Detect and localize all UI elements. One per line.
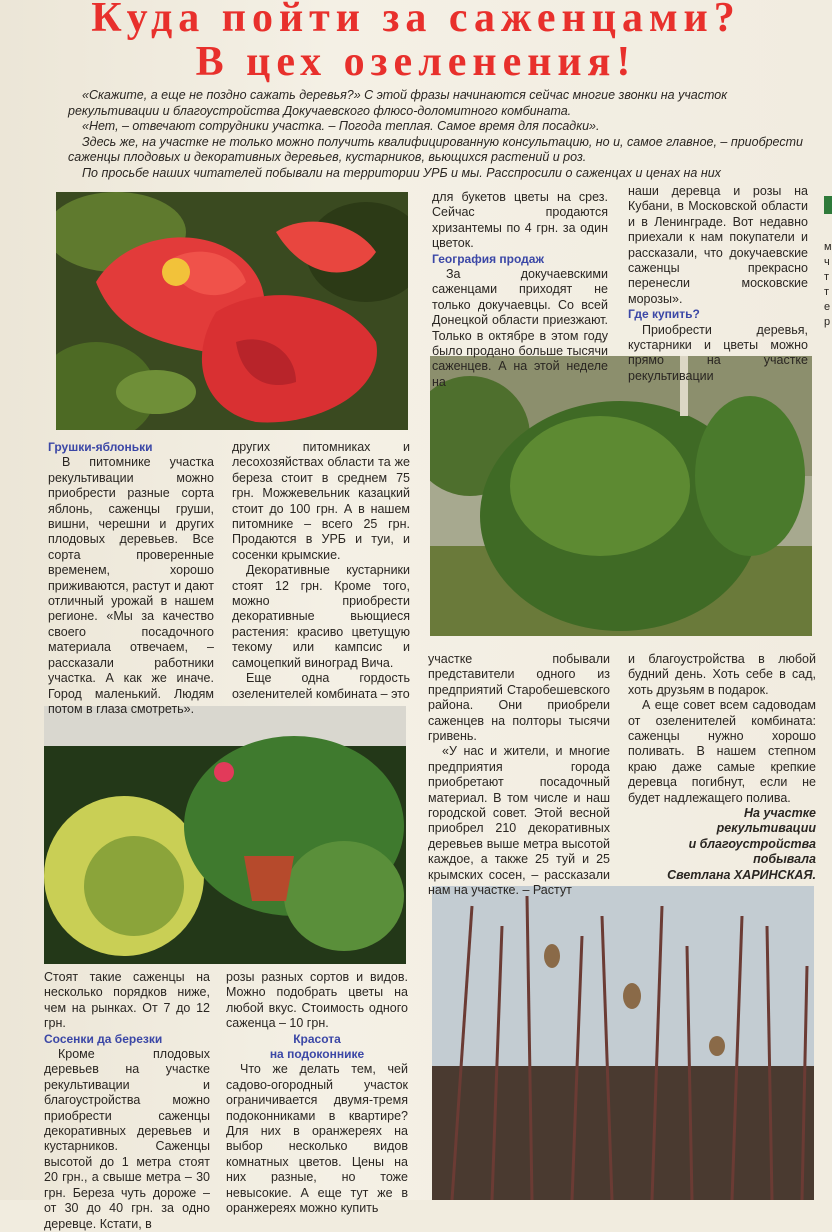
column-middle-b	[428, 652, 610, 899]
author-name: Светлана ХАРИНСКАЯ.	[667, 867, 816, 882]
byline: рекультивации	[716, 821, 816, 836]
column-text: «У нас и жители, и многие предприятия города приобретают посадочный материал. В том числе и наш городской совет. Этой весной приобрел 210 декоративных деревьев выше метра высотой каждое, а также 25 туй и 25 крымских сосен, – рассказали нам на участке. – Растут	[428, 744, 610, 898]
column-text: розы разных сортов и видов. Можно подобрать цветы на любой вкус. Стоимость одного саженца – 10 грн.	[226, 970, 408, 1031]
column-text: наши деревца и розы на Кубани, в Московской области и в Ленинграде. Вот недавно приехали к нам покупатели и рассказали, что докучаевские саженцы прекрасно перенесли московские морозы».	[628, 184, 808, 306]
column-left-b	[44, 970, 210, 1232]
subheading: на подоконнике	[269, 1047, 365, 1062]
column-middle-a	[232, 440, 410, 702]
column-left-a	[48, 440, 214, 717]
column-text: Что же делать тем, чей садово-огородный участок ограничивается двумя-тремя подоконниками в квартире? Для них в оранжереях на выбор несколько видов комнатных цветов. Цены на них разные, но тоже невысокие. А еще тут же в оранжереях можно купить	[226, 1062, 408, 1216]
byline: побывала	[753, 852, 816, 867]
subheading: Где купить?	[628, 307, 700, 322]
byline: На участке	[744, 806, 816, 821]
column-text: А еще совет всем садоводам от озеленителей комбината: саженцы нужно хорошо поливать. В нашем степном краю даже самые крепкие деревца погибнут, если не будет надлежащего полива.	[628, 698, 816, 805]
intro-paragraph: Здесь же, на участке не только можно получить квалифицированную консультацию, но и, самое главное, – приобрести саженцы плодовых и декоративных деревьев, кустарников, вьющихся растений и роз.	[68, 134, 803, 165]
potted-plant-photo	[44, 706, 406, 964]
intro-paragraph: По просьбе наших читателей побывали на территории УРБ и мы. Расспросили о саженцах и ценах на них	[82, 165, 721, 180]
column-text: Еще одна гордость озеленителей комбината – это	[232, 671, 410, 701]
column-text: Стоят такие саженцы на несколько порядков ниже, чем на рынках. От 7 до 12 грн.	[44, 970, 210, 1031]
adjacent-page-marker	[824, 196, 832, 214]
column-right-top	[628, 184, 808, 384]
column-middle-top	[432, 190, 608, 390]
column-text: Приобрести деревья, кустарники и цветы можно прямо на участке рекультивации	[628, 322, 808, 383]
column-text: для букетов цветы на срез. Сейчас продаются хризантемы по 4 грн. за один цветок.	[432, 190, 608, 251]
subheading: Грушки-яблоньки	[48, 440, 153, 454]
intro-block	[68, 88, 810, 182]
column-text: Кроме плодовых деревьев на участке рекультивации и благоустройства можно приобрести саженцы декоративных деревьев и кустарников. Саженцы высотой до 1 метра стоят 20 грн., а свыше метра – 30 грн. Береза чуть дороже – от 30 до 40 грн. за одно деревце. Кстати, в	[44, 1047, 210, 1231]
shrub-photo	[430, 356, 812, 636]
headline-line-1: Куда пойти за саженцами?	[91, 0, 741, 41]
subheading: География продаж	[432, 251, 544, 266]
column-text: участке побывали представители одного из предприятий Старобешевского района. Они приобрели саженцев на полторы тысячи гривень.	[428, 652, 610, 744]
column-middle-c	[226, 970, 408, 1217]
intro-paragraph: «Скажите, а еще не поздно сажать деревья?» С этой фразы начинаются сейчас многие звонки на участок рекультивации и благоустройства Докучаевского флюсо-доломитного комбината.	[68, 88, 728, 118]
column-right-b	[628, 652, 816, 883]
adjacent-page-text: м ч т т е р	[824, 241, 832, 328]
saplings-photo	[432, 886, 814, 1200]
column-text: и благоустройства в любой будний день. Хоть себе в сад, хоть друзьям в подарок.	[628, 652, 816, 697]
column-text: Декоративные кустарники стоят 12 грн. Кроме того, можно приобрести декоративные вьющиеся растения: красиво цветущую текому или кампсис и самоцепкий виноград Вича.	[232, 563, 410, 670]
subheading: Красота	[293, 1031, 341, 1046]
subheading: Сосенки да березки	[44, 1031, 163, 1046]
column-text: других питомниках и лесохозяйствах области та же береза стоит в среднем 75 грн. Можжевельник казацкий стоит до 100 грн. А в нашем питомнике – всего 25 грн. Продаются в УРБ и туи, и сосенки крымские.	[232, 440, 410, 562]
rose-photo	[56, 192, 408, 430]
column-text: В питомнике участка рекультивации можно приобрести разные сорта яблонь, саженцы груши, вишни, черешни и других плодовых деревьев. Все сорта проверенные временем, хорошо приживаются, растут и дают отличный урожай в нашем регионе. «Мы за качество своего посадочного материала отвечаем, – рассказали работники участка. А как же иначе. Город маленький. Людям потом в глаза смотреть».	[48, 455, 214, 716]
column-text: За докучаевскими саженцами приходят не только докучаевцы. Со всей Донецкой области приезжают. Только в октябре в этом году было продано больше тысячи саженцев. А на этой неделе на	[432, 267, 608, 389]
headline-line-2: В цех озеленения!	[195, 39, 637, 85]
intro-paragraph: «Нет, – отвечают сотрудники участка. – Погода теплая. Самое время для посадки».	[82, 119, 600, 134]
byline: и благоустройства	[688, 836, 816, 851]
